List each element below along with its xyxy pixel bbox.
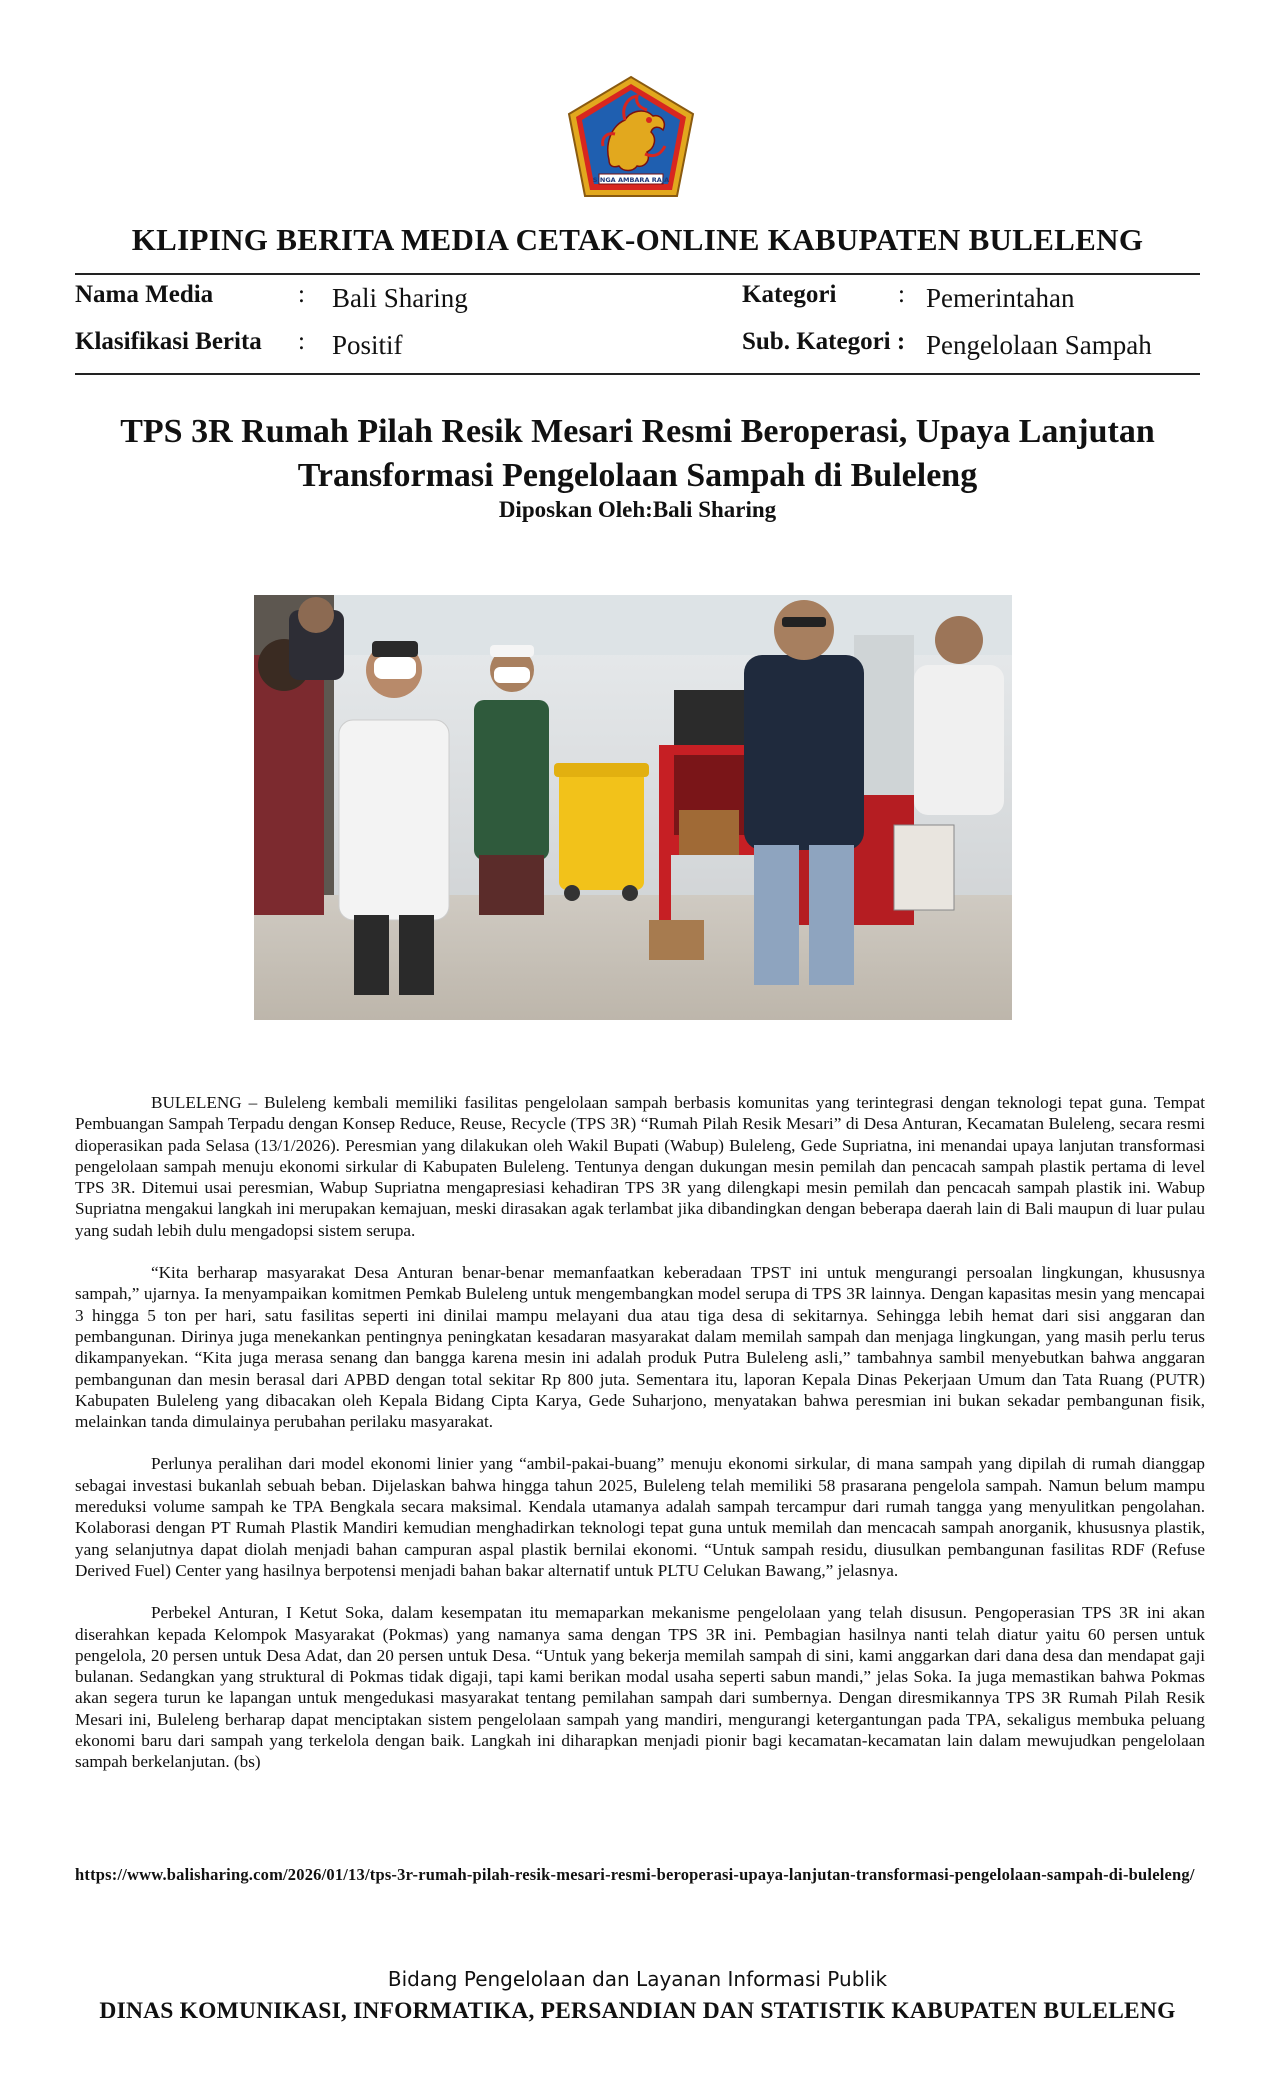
- article-title-line-2: Transformasi Pengelolaan Sampah di Buleleng: [297, 457, 978, 494]
- sub-kategori-value: Pengelolaan Sampah: [926, 330, 1152, 360]
- article-byline: Diposkan Oleh:Bali Sharing: [498, 497, 777, 522]
- emblem-motto-text: SINGA AMBARA RAJA: [592, 176, 670, 184]
- klasifikasi-value: Positif: [332, 330, 403, 360]
- clipping-header-title: KLIPING BERITA MEDIA CETAK-ONLINE KABUPATEN BULELENG: [131, 222, 1144, 257]
- header-top-rule: [75, 273, 1200, 275]
- header-bottom-rule: [75, 373, 1200, 375]
- footer-division-name: Bidang Pengelolaan dan Layanan Informasi Publik: [387, 1967, 888, 1991]
- buleleng-emblem-logo: [565, 74, 697, 200]
- article-paragraph-1: BULELENG – Buleleng kembali memiliki fasilitas pengelolaan sampah berbasis komunitas yang terintegrasi dengan teknologi tepat guna. Tempat Pembuangan Sampah Terpadu dengan Konsep Reduce, Reuse, Recycle (TPS 3R) “Rumah Pilah Resik Mesari” di Desa Anturan, Kecamatan Buleleng, secara resmi dioperasikan pada Selasa (13/1/2026). Peresmian yang dilakukan oleh Wakil Bupati (Wabup) Buleleng, Gede Supriatna, ini menandai upaya lanjutan transformasi pengelolaan sampah menuju ekonomi sirkular di Kabupaten Buleleng. Tentunya dengan dukungan mesin pemilah dan pencacah sampah plastik pertama di level TPS 3R. Ditemui usai peresmian, Wabup Supriatna mengapresiasi kehadiran TPS 3R yang dilengkapi mesin pemilah dan pencacah sampah plastik ini. Wabup Supriatna mengakui langkah ini merupakan kemajuan, meski dirasakan agak terlambat jika dibandingkan dengan beberapa daerah lain di Bali maupun di luar pulau yang sudah lebih dulu mengadopsi sistem serupa.: [75, 1093, 1205, 1240]
- article-paragraph-3: Perlunya peralihan dari model ekonomi linier yang “ambil-pakai-buang” menuju ekonomi sirkular, di mana sampah yang dipilah di rumah dianggap sebagai investasi bukanlah sebuah beban. Dijelaskan bahwa hingga tahun 2025, Buleleng telah memiliki 58 prasarana pengelola sampah. Namun belum mampu mereduksi volume sampah ke TPA Bengkala secara maksimal. Kendala utamanya adalah sampah tercampur dari rumah tangga yang menyulitkan pengolahan. Kolaborasi dengan PT Rumah Plastik Mandiri kemudian menghadirkan teknologi tepat guna untuk memilah dan mencacah sampah anorganik, khususnya plastik, yang selanjutnya dapat diolah menjadi bahan campuran aspal plastik bernilai ekonomi. “Untuk sampah residu, diusulkan pembangunan fasilitas RDF (Refuse Derived Fuel) Center yang hasilnya berpotensi menjadi bahan bakar alternatif untuk PLTU Celukan Bawang,” jelasnya.: [75, 1454, 1205, 1580]
- article-paragraph-2: “Kita berharap masyarakat Desa Anturan benar-benar memanfaatkan keberadaan TPST ini untuk mengurangi persoalan lingkungan, khususnya sampah,” ujarnya. Ia menyampaikan komitmen Pemkab Buleleng untuk mengembangkan model serupa di TPS 3R lainnya. Dengan kapasitas mesin yang mencapai 3 hingga 5 ton per hari, satu fasilitas seperti ini dinilai mampu melayani dua atau tiga desa di sekitarnya. Sehingga lebih hemat dari sisi anggaran dan pembangunan. Dirinya juga menekankan pentingnya peningkatan kesadaran masyarakat dalam memilah sampah dan menjaga lingkungan, yang masih perlu terus dikampanyekan. “Kita juga merasa senang dan bangga karena mesin ini adalah produk Putra Buleleng asli,” tambahnya sambil menyebutkan bahwa anggaran pembangunan dan mesin berasal dari APBD dengan total sekitar Rp 800 juta. Sementara itu, laporan Kepala Dinas Pekerjaan Umum dan Tata Ruang (PUTR) Kabupaten Buleleng yang dibacakan oleh Kepala Bidang Cipta Karya, Gede Suharjono, menyatakan bahwa peresmian ini bukan sekadar pembangunan fisik, melainkan tanda dimulainya perubahan perilaku masyarakat.: [75, 1263, 1205, 1432]
- article-source-link[interactable]: https://www.balisharing.com/2026/01/13/tps-3r-rumah-pilah-resik-mesari-resmi-beroperasi-upaya-lanjutan-transformasi-pengelolaan-sampah-di-buleleng/: [75, 1865, 1195, 1884]
- media-name-label: Nama Media: [75, 281, 214, 308]
- kategori-label: Kategori: [742, 281, 837, 308]
- klasifikasi-label: Klasifikasi Berita: [75, 328, 262, 355]
- kategori-value: Pemerintahan: [926, 283, 1075, 313]
- footer-agency-name: DINAS KOMUNIKASI, INFORMATIKA, PERSANDIAN DAN STATISTIK KABUPATEN BULELENG: [99, 1998, 1176, 2024]
- article-photo-illustration: [254, 595, 1012, 1020]
- article-title-line-1: TPS 3R Rumah Pilah Resik Mesari Resmi Beroperasi, Upaya Lanjutan: [120, 413, 1155, 450]
- sub-kategori-label: Sub. Kategori :: [742, 328, 906, 355]
- article-body: [75, 1092, 1205, 1794]
- article-photo: [254, 595, 1012, 1020]
- article-title: [75, 410, 1200, 498]
- media-name-value: Bali Sharing: [332, 283, 468, 313]
- kategori-colon: :: [898, 281, 905, 308]
- article-paragraph-4: Perbekel Anturan, I Ketut Soka, dalam kesempatan itu memaparkan mekanisme pengelolaan yang telah disusun. Pengoperasian TPS 3R ini akan diserahkan kepada Kelompok Masyarakat (Pokmas) yang namanya sama dengan TPS 3R ini. Pembagian hasilnya nanti telah diatur yaitu 60 persen untuk pengelola, 20 persen untuk Desa Adat, dan 20 persen untuk Desa. “Untuk yang bekerja memilah sampah di sini, kami anggarkan dari dana desa dan mendapat gaji bulanan. Sedangkan yang struktural di Pokmas tidak digaji, tapi kami berikan modal usaha seperti sabun mandi,” jelas Soka. Ia juga memastikan bahwa Pokmas akan segera turun ke lapangan untuk mengedukasi masyarakat tentang pemilahan sampah dari sumbernya. Dengan diresmikannya TPS 3R Rumah Pilah Resik Mesari ini, Buleleng berharap dapat menciptakan sistem pengelolaan sampah yang mandiri, mengurangi ketergantungan pada TPA, sekaligus membuka peluang ekonomi baru dari sampah yang terkelola dengan baik. Langkah ini diharapkan menjadi pionir bagi kecamatan-kecamatan lain dalam mewujudkan pengelolaan sampah berkelanjutan. (bs): [75, 1603, 1205, 1772]
- klasifikasi-colon: :: [298, 328, 305, 355]
- media-name-colon: :: [298, 281, 305, 308]
